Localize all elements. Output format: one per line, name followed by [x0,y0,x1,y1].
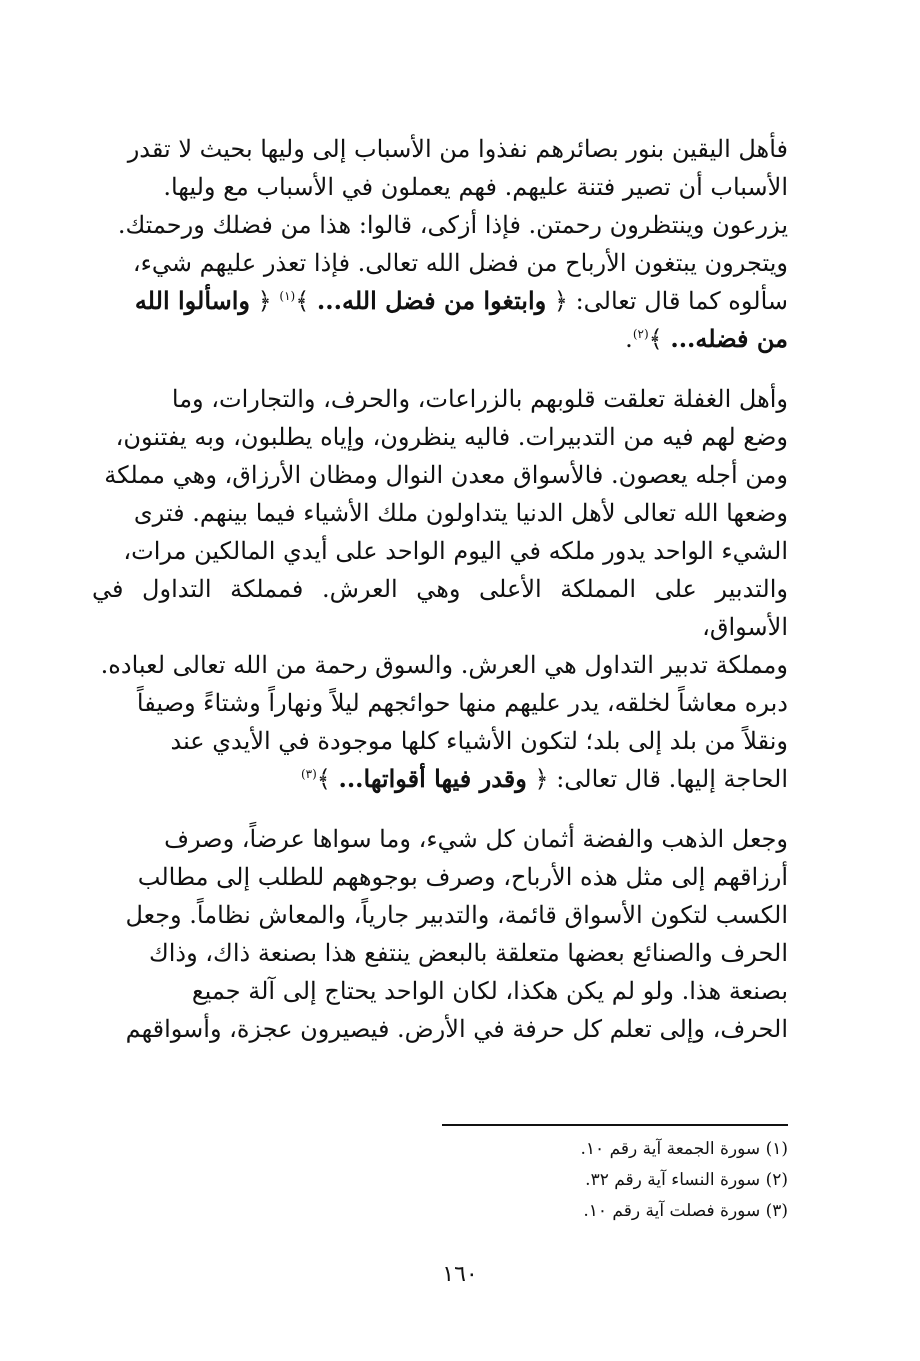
footnote-ref: (٢) [632,327,649,341]
text-line: ويتجرون يبتغون الأرباح من فضل الله تعالى. فإذا تعذر عليهم شيء، [132,249,788,277]
text-line: وجعل الذهب والفضة أثمان كل شيء، وما سواها عرضاً، وصرف [164,825,788,853]
text-line: وضعها الله تعالى لأهل الدنيا يتداولون ملك الأشياء فيما بينهم. فترى [133,499,788,527]
quran-quote: وابتغوا من فضل الله... [316,286,547,315]
text-line: ونقلاً من بلد إلى بلد؛ لتكون الأشياء كلها موجودة في الأيدي عند [170,727,788,755]
quran-bracket-open: ﴿ [534,765,549,793]
paragraph-1 [92,130,788,358]
text-line: الحرف والصنائع بعضها متعلقة بالبعض ينتفع هذا بصنعة ذاك، وذاك [148,939,788,967]
quran-bracket-close: ﴾ [295,287,310,315]
text-line: الكسب لتكون الأسواق قائمة، والتدبير جارياً، والمعاش نظاماً. وجعل [125,901,788,929]
text-line: أرزاقهم إلى مثل هذه الأرباح، وصرف بوجوههم للطلب إلى مطالب [137,863,788,891]
text-line: وأهل الغفلة تعلقت قلوبهم بالزراعات، والحرف، والتجارات، وما [171,385,788,413]
footnote-divider [442,1124,788,1126]
text-line-with-quotes [92,320,788,358]
sentence-end: . [625,325,633,353]
paragraph-3 [92,820,788,1048]
text-line: ومملكة تدبير التداول هي العرش. والسوق رحمة من الله تعالى لعباده. [100,651,788,679]
footnote-ref: (١) [279,289,296,303]
text-line-with-quotes [92,760,788,798]
quran-quote: من فضله... [670,324,788,353]
text-line-with-quotes [92,282,788,320]
quran-bracket-close: ﴾ [316,765,331,793]
paragraph-2 [92,380,788,798]
main-text [92,130,788,1070]
text-line: ومن أجله يعصون. فالأسواق معدن النوال ومظان الأرزاق، وهي مملكة [104,461,788,489]
text-line: دبره معاشاً لخلقه، يدر عليهم منها حوائجهم ليلاً ونهاراً وشتاءً وصيفاً [136,689,788,717]
footnotes [300,1134,788,1227]
quran-bracket-open: ﴿ [257,287,272,315]
text-line: الأسباب أن تصير فتنة عليهم. فهم يعملون في الأسباب مع وليها. [163,173,788,201]
footnote-item: (٣) سورة فصلت آية رقم ١٠. [583,1201,788,1221]
quran-bracket-close: ﴾ [648,325,663,353]
text-line: وضع لهم فيه من التدبيرات. فاليه ينظرون، وإياه يطلبون، وبه يفتنون، [115,423,788,451]
text-fragment: سألوه كما قال تعالى: [575,287,788,315]
text-line: بصنعة هذا. ولو لم يكن هكذا، لكان الواحد يحتاج إلى آلة جميع [191,977,788,1005]
footnote-item: (١) سورة الجمعة آية رقم ١٠. [580,1139,788,1159]
text-line: الحرف، وإلى تعلم كل حرفة في الأرض. فيصيرون عجزة، وأسواقهم [125,1015,788,1043]
footnote-item: (٢) سورة النساء آية رقم ٣٢. [585,1170,788,1190]
text-line: فأهل اليقين بنور بصائرهم نفذوا من الأسباب إلى وليها بحيث لا تقدر [127,135,788,163]
text-line: يزرعون وينتظرون رحمتن. فإذا أزكى، قالوا: هذا من فضلك ورحمتك. [117,211,788,239]
text-fragment: الحاجة إليها. قال تعالى: [556,765,788,793]
quran-bracket-open: ﴿ [553,287,568,315]
page-number: ١٦٠ [442,1262,478,1287]
quran-quote: وقدر فيها أقواتها... [338,764,527,793]
footnote-ref: (٣) [300,767,317,781]
text-line: والتدبير على المملكة الأعلى وهي العرش. فمملكة التداول في الأسواق، [92,575,788,641]
quran-quote: واسألوا الله [134,286,251,315]
text-line: الشيء الواحد يدور ملكه في اليوم الواحد على أيدي المالكين مرات، [123,537,788,565]
